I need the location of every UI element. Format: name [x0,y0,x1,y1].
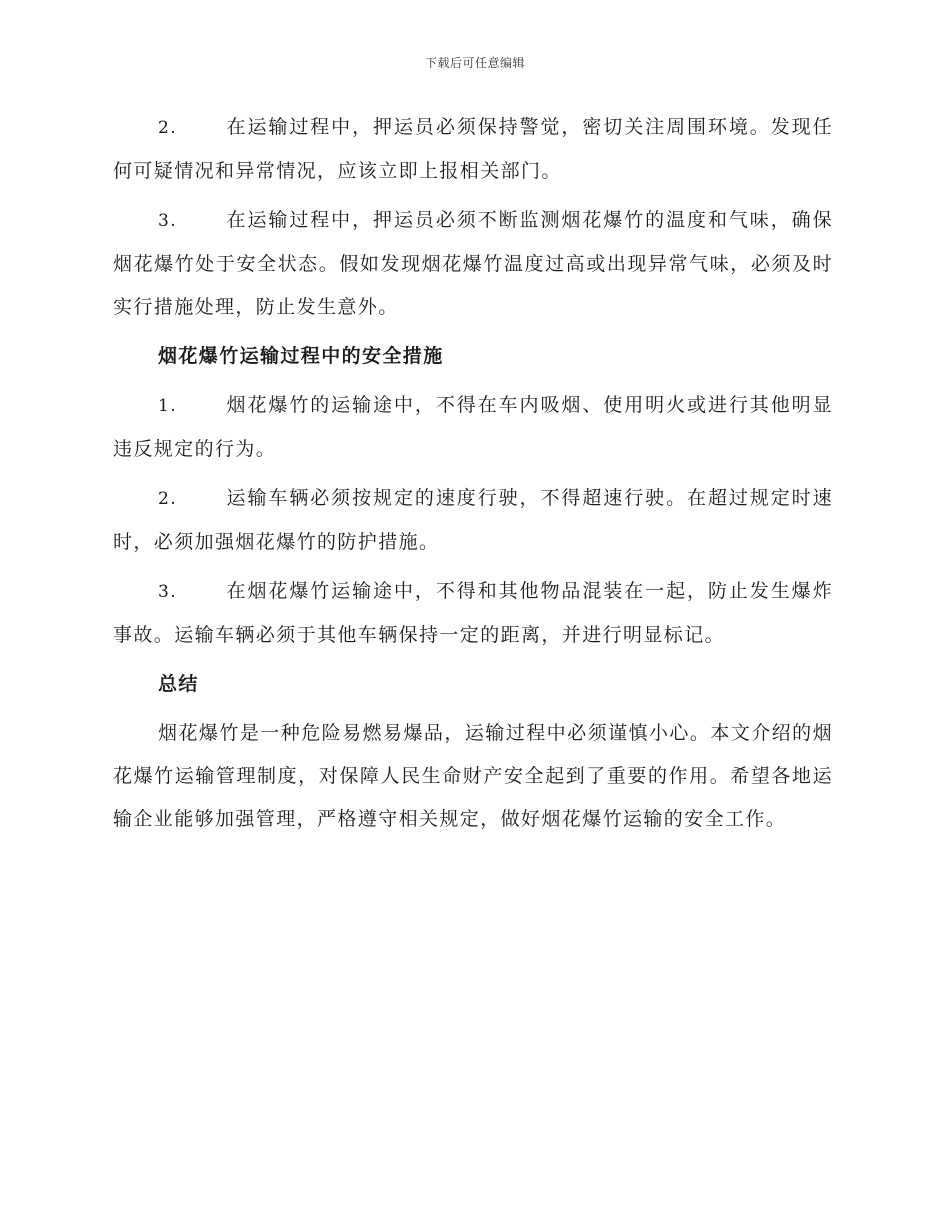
section-heading: 总结 [158,673,199,695]
list-item-number: 3. [158,582,178,602]
list-item [113,384,833,471]
list-item-number: 2. [158,489,178,509]
summary-paragraph: 烟花爆竹是一种危险易燃易爆品，运输过程中必须谨慎小心。本文介绍的烟花爆竹运输管理制度，对保障人民生命财产安全起到了重要的作用。希望各地运输企业能够加强管理，严格遵守相关规定，做好烟花爆竹运输的安全工作。 [113,722,833,830]
list-item-number: 3. [158,211,178,231]
list-item-text: 在运输过程中，押运员必须保持警觉，密切关注周围环境。发现任何可疑情况和异常情况，应该立即上报相关部门。 [113,116,833,182]
list-item-text: 在运输过程中，押运员必须不断监测烟花爆竹的温度和气味，确保烟花爆竹处于安全状态。假如发现烟花爆竹温度过高或出现异常气味，必须及时实行措施处理，防止发生意外。 [113,209,833,318]
list-item [113,477,833,564]
list-item-text: 在烟花爆竹运输途中，不得和其他物品混装在一起，防止发生爆炸事故。运输车辆必须于其他车辆保持一定的距离，并进行明显标记。 [113,580,833,646]
list-item-number: 2. [158,118,178,138]
page-header: 下载后可任意编辑 [424,56,525,70]
list-item [113,570,833,657]
list-item [113,199,833,329]
document-body [113,106,833,841]
section-heading: 烟花爆竹运输过程中的安全措施 [158,345,444,367]
list-item [113,106,833,193]
list-item-text: 运输车辆必须按规定的速度行驶，不得超速行驶。在超过规定时速时，必须加强烟花爆竹的防护措施。 [113,487,833,553]
list-item-number: 1. [158,396,178,416]
list-item-text: 烟花爆竹的运输途中，不得在车内吸烟、使用明火或进行其他明显违反规定的行为。 [113,394,833,460]
